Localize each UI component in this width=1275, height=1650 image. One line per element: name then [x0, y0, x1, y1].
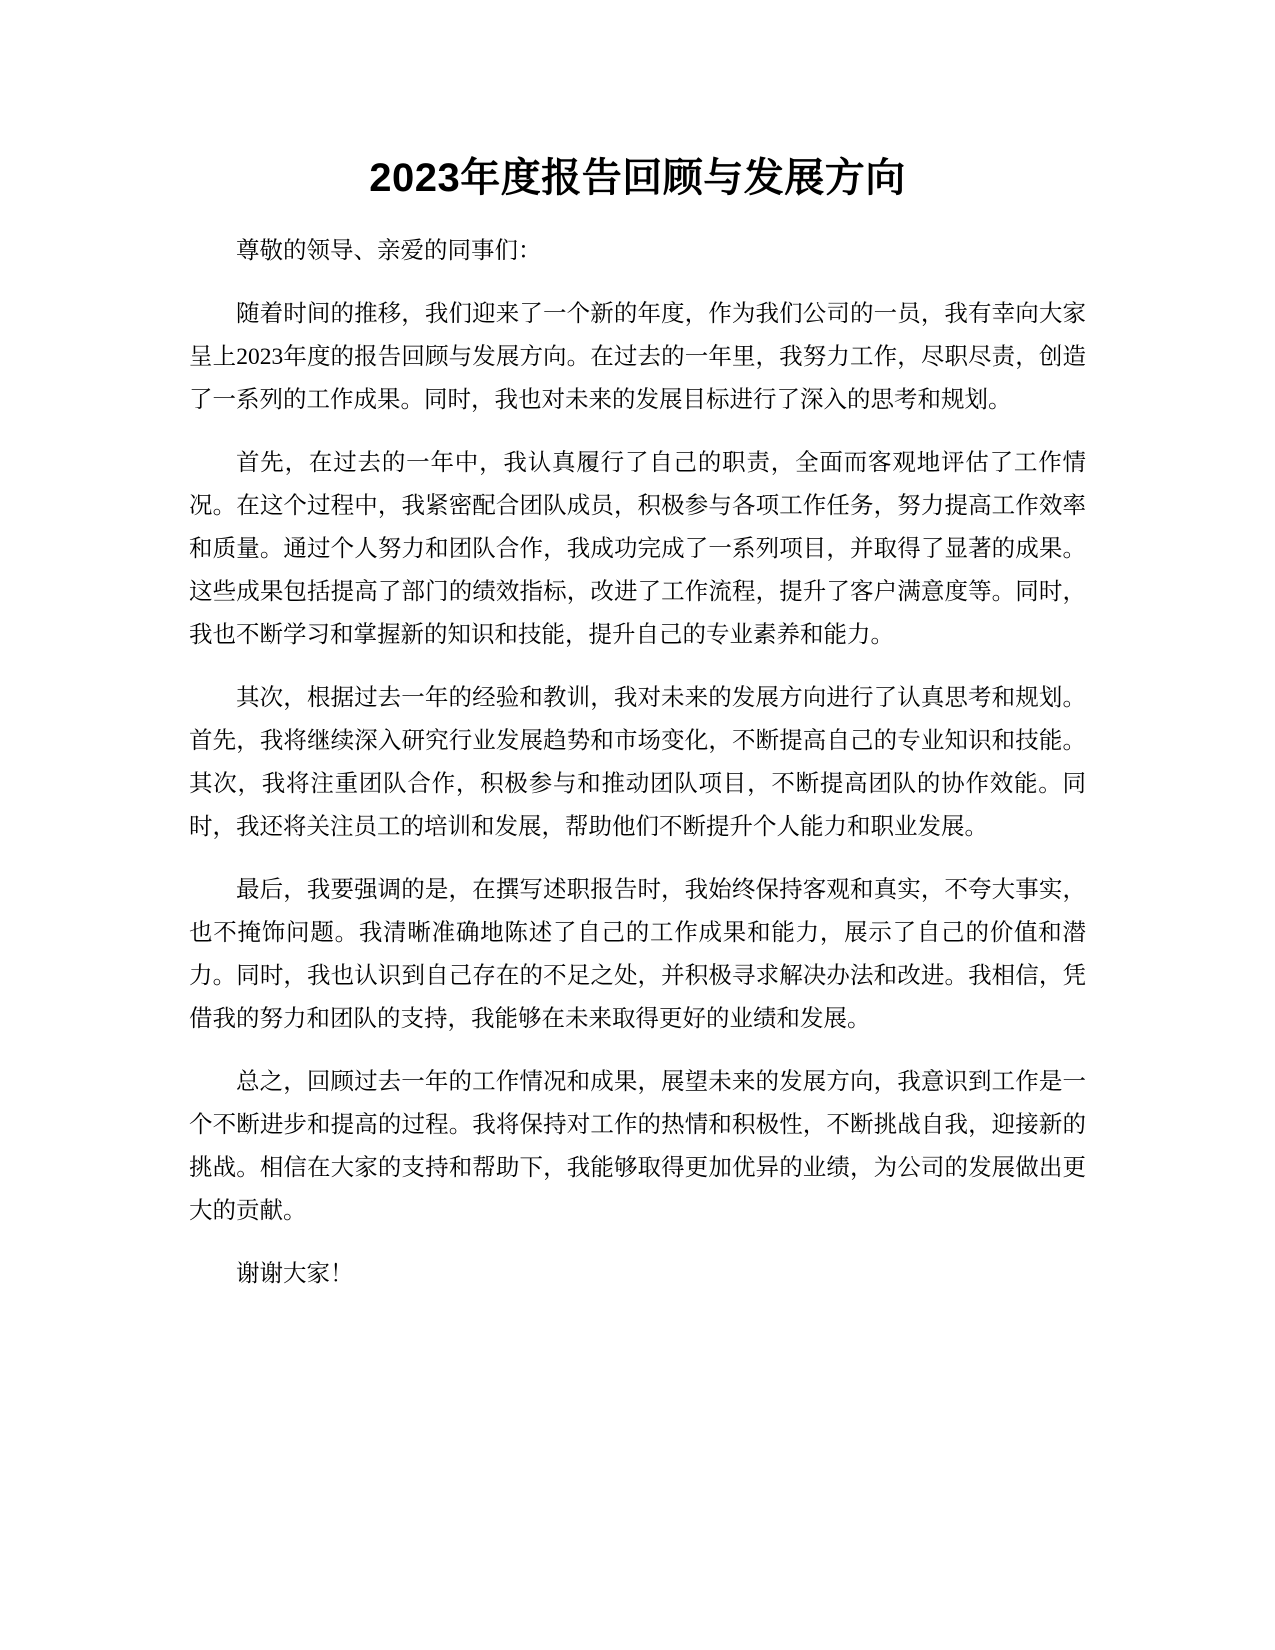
paragraph-conclusion: 总之，回顾过去一年的工作情况和成果，展望未来的发展方向，我意识到工作是一个不断进步和提高的过程。我将保持对工作的热情和积极性，不断挑战自我，迎接新的挑战。相信在大家的支持和帮助下，我能够取得更加优异的业绩，为公司的发展做出更大的贡献。 [189, 1069, 1086, 1224]
paragraph-review: 首先，在过去的一年中，我认真履行了自己的职责，全面而客观地评估了工作情况。在这个过程中，我紧密配合团队成员，积极参与各项工作任务，努力提高工作效率和质量。通过个人努力和团队合作，我成功完成了一系列项目，并取得了显著的成果。这些成果包括提高了部门的绩效指标，改进了工作流程，提升了客户满意度等。同时，我也不断学习和掌握新的知识和技能，提升自己的专业素养和能力。 [189, 450, 1086, 648]
paragraph-thanks: 谢谢大家！ [236, 1261, 354, 1287]
paragraph-salutation: 尊敬的领导、亲爱的同事们： [236, 238, 542, 264]
paragraph-plans: 其次，根据过去一年的经验和教训，我对未来的发展方向进行了认真思考和规划。首先，我将继续深入研究行业发展趋势和市场变化，不断提高自己的专业知识和技能。其次，我将注重团队合作，积极参与和推动团队项目，不断提高团队的协作效能。同时，我还将关注员工的培训和发展，帮助他们不断提升个人能力和职业发展。 [189, 685, 1086, 840]
document-body [189, 230, 1086, 1296]
paragraph-introduction: 随着时间的推移，我们迎来了一个新的年度，作为我们公司的一员，我有幸向大家呈上2023年度的报告回顾与发展方向。在过去的一年里，我努力工作，尽职尽责，创造了一系列的工作成果。同时，我也对未来的发展目标进行了深入的思考和规划。 [189, 301, 1086, 413]
document-title: 2023年度报告回顾与发展方向 [369, 156, 906, 200]
paragraph-emphasis: 最后，我要强调的是，在撰写述职报告时，我始终保持客观和真实，不夸大事实，也不掩饰问题。我清晰准确地陈述了自己的工作成果和能力，展示了自己的价值和潜力。同时，我也认识到自己存在的不足之处，并积极寻求解决办法和改进。我相信，凭借我的努力和团队的支持，我能够在未来取得更好的业绩和发展。 [189, 877, 1086, 1032]
